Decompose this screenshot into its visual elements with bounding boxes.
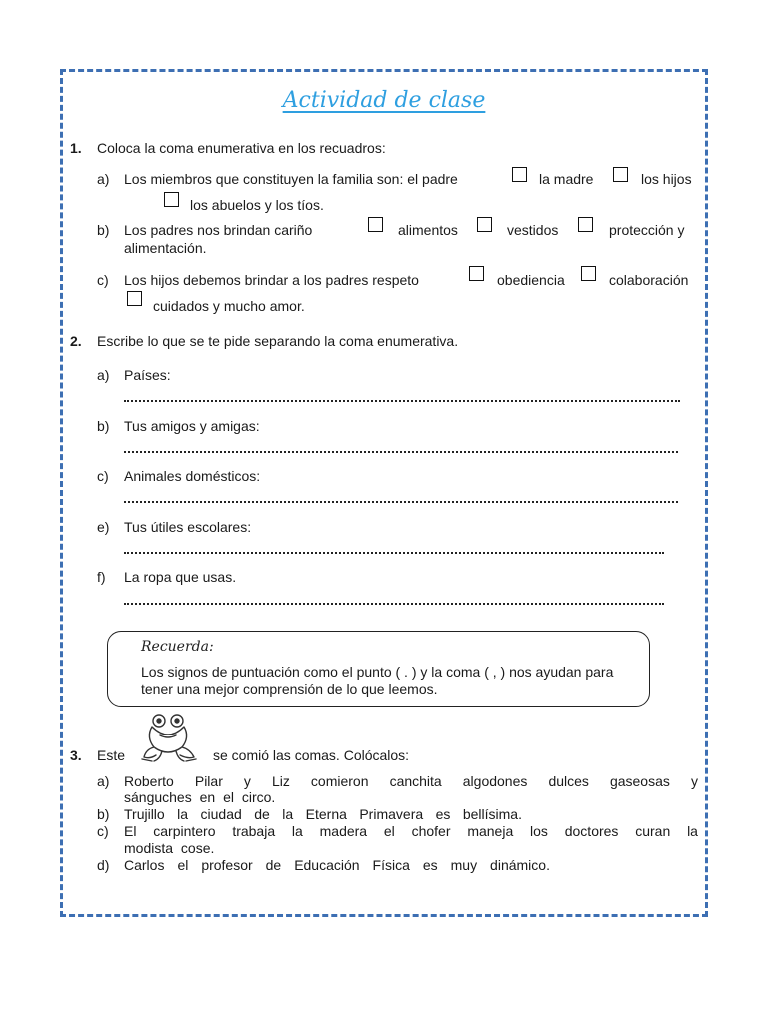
word: Liz [271, 773, 290, 789]
item-1b-text: vestidos [507, 222, 559, 238]
word: de [254, 806, 270, 822]
word: el [383, 823, 395, 839]
word: comieron [310, 773, 369, 789]
item-1b-text: Los padres nos brindan cariño [124, 222, 313, 238]
section-3-intro-after: se comió las comas. Colócalos: [213, 747, 410, 763]
item-1a-text: Los miembros que constituyen la familia son: el padre [124, 171, 458, 187]
item-1a-line2: los abuelos y los tíos. [190, 197, 324, 213]
item-1b-letter: b) [97, 222, 110, 238]
word: maneja [467, 823, 514, 839]
item-1b-text: alimentos [398, 222, 458, 238]
item-2b-label: Tus amigos y amigas: [124, 418, 260, 434]
item-3a-line1 [124, 773, 698, 789]
item-2b-letter: b) [97, 418, 110, 434]
item-3b-line1 [124, 806, 522, 822]
item-2e-letter: e) [97, 519, 110, 535]
word: Física [372, 857, 410, 873]
frog-icon [140, 713, 198, 765]
word: muy [450, 857, 478, 873]
word: chofer [411, 823, 451, 839]
comma-checkbox[interactable] [469, 266, 484, 281]
section-3-number: 3. [70, 747, 82, 763]
item-2f-label: La ropa que usas. [124, 569, 237, 585]
word: los [530, 823, 548, 839]
word: ciudad [200, 806, 242, 822]
item-1b-text: protección y [609, 222, 685, 238]
recuerda-text: Los signos de puntuación como el punto ( . ) y la coma ( , ) nos ayudan para tener una mejor comprensión de lo que leemos. [141, 664, 614, 697]
section-1-instruction: Coloca la coma enumerativa en los recuadros: [97, 140, 386, 156]
comma-checkbox[interactable] [368, 217, 383, 232]
recuerda-box [107, 631, 650, 707]
item-2e-label: Tus útiles escolares: [124, 519, 252, 535]
item-1c-text: obediencia [497, 272, 565, 288]
section-2-number: 2. [70, 333, 82, 349]
item-2f-letter: f) [97, 569, 106, 585]
word: dulces [548, 773, 589, 789]
word: dinámico. [490, 857, 550, 873]
word: Eterna [305, 806, 347, 822]
comma-checkbox[interactable] [613, 167, 628, 182]
item-1c-text: colaboración [609, 272, 689, 288]
answer-line[interactable] [124, 546, 664, 554]
answer-line[interactable] [124, 445, 678, 453]
answer-line[interactable] [124, 495, 678, 503]
section-2-instruction: Escribe lo que se te pide separando la coma enumerativa. [97, 333, 459, 349]
comma-checkbox[interactable] [578, 217, 593, 232]
word: es [422, 857, 438, 873]
item-3b-letter: b) [97, 806, 110, 822]
word: de [265, 857, 282, 873]
item-3a-letter: a) [97, 773, 110, 789]
answer-line[interactable] [124, 597, 664, 605]
word: algodones [462, 773, 528, 789]
word: la [282, 806, 294, 822]
item-1a-text: la madre [539, 171, 594, 187]
comma-checkbox[interactable] [477, 217, 492, 232]
item-3d-line1 [124, 857, 550, 873]
item-3c-line2: modista cose. [124, 840, 215, 856]
word: la [177, 806, 189, 822]
word: Trujillo [124, 806, 165, 822]
item-2c-label: Animales domésticos: [124, 468, 261, 484]
word: Carlos [124, 857, 165, 873]
item-1b-line2: alimentación. [124, 240, 207, 256]
word: trabaja [232, 823, 276, 839]
item-3a-line2: sánguches en el circo. [124, 789, 276, 805]
item-2a-letter: a) [97, 367, 110, 383]
item-3c-line1 [124, 823, 698, 839]
comma-checkbox[interactable] [512, 167, 527, 182]
word: Educación [294, 857, 360, 873]
word: Pilar [194, 773, 223, 789]
section-1-number: 1. [70, 140, 82, 156]
word: madera [319, 823, 368, 839]
word: y [243, 773, 251, 789]
section-3-intro-before: Este [97, 747, 126, 763]
page-title: Actividad de clase [282, 88, 486, 113]
word: el [177, 857, 189, 873]
word: curan [635, 823, 671, 839]
comma-checkbox[interactable] [581, 266, 596, 281]
item-1c-letter: c) [97, 272, 109, 288]
word: bellísima. [462, 806, 522, 822]
word: Roberto [124, 773, 174, 789]
word: canchita [389, 773, 442, 789]
comma-checkbox[interactable] [127, 291, 142, 306]
item-1a-text: los hijos [641, 171, 692, 187]
item-2a-label: Países: [124, 367, 171, 383]
answer-line[interactable] [124, 394, 680, 402]
item-1a-letter: a) [97, 171, 110, 187]
item-2c-letter: c) [97, 468, 109, 484]
item-3c-letter: c) [97, 823, 109, 839]
recuerda-title: Recuerda: [141, 639, 214, 655]
item-1c-text: Los hijos debemos brindar a los padres respeto [124, 272, 419, 288]
word: doctores [564, 823, 619, 839]
word: gaseosas [609, 773, 670, 789]
word: y [690, 773, 698, 789]
word: El [124, 823, 137, 839]
word: carpintero [153, 823, 216, 839]
item-3d-letter: d) [97, 857, 110, 873]
item-1c-line2: cuidados y mucho amor. [153, 298, 305, 314]
word: es [435, 806, 451, 822]
word: Primavera [359, 806, 424, 822]
comma-checkbox[interactable] [164, 192, 179, 207]
word: la [291, 823, 303, 839]
word: la [687, 823, 698, 839]
word: profesor [201, 857, 253, 873]
